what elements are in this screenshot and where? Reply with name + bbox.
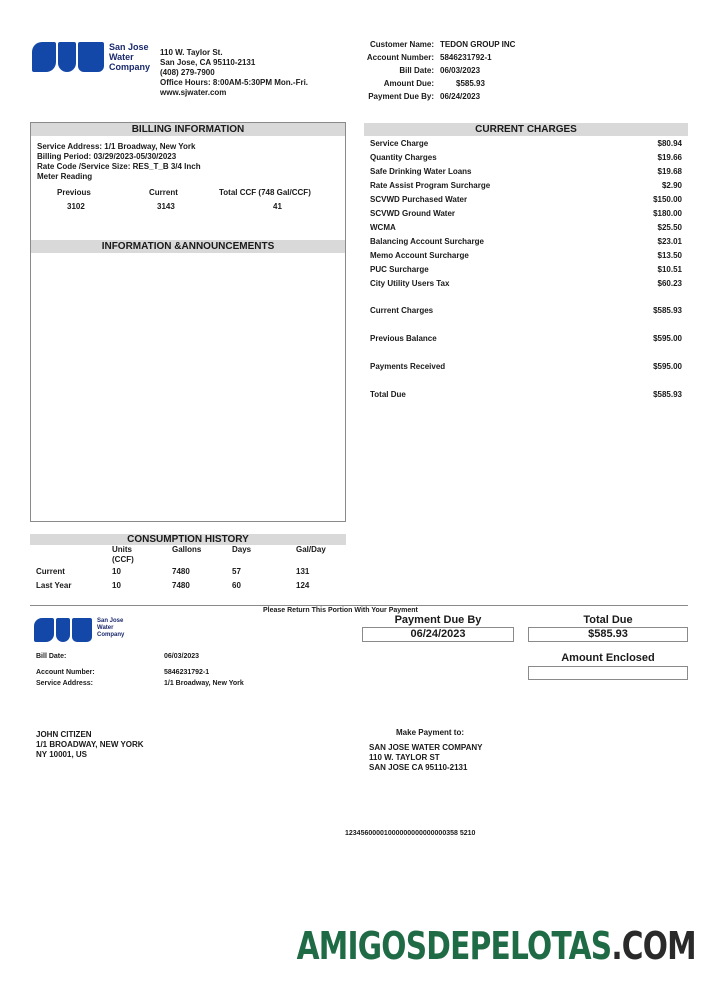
- cons-header-gallons: Gallons: [172, 545, 202, 554]
- meter-header-total: Total CCF (748 Gal/CCF): [219, 188, 311, 197]
- stub-company-name: San Jose Water Company: [97, 618, 125, 638]
- billing-panel: [30, 122, 346, 522]
- cons-cell: 124: [296, 581, 310, 590]
- charge-item: SCVWD Purchased Water $150.00: [370, 195, 682, 204]
- logo-mark-icon: [32, 42, 106, 72]
- return-note: Please Return This Portion With Your Payment: [263, 607, 418, 614]
- charge-item: Safe Drinking Water Loans $19.68: [370, 167, 682, 176]
- charge-item: Memo Account Surcharge $13.50: [370, 251, 682, 260]
- cons-row-label: Last Year: [36, 581, 72, 590]
- cons-cell: 60: [232, 581, 241, 590]
- billing-details: Service Address: 1/1 Broadway, New York Billing Period: 03/29/2023-05/30/2023 Rate Code /Service Size: RES_T_B 3/4 Inch Meter Reading: [37, 142, 201, 181]
- summary-current-charges: Current Charges $585.93: [370, 306, 682, 315]
- meter-reading-table: [31, 188, 345, 218]
- bill-date-row: Bill Date: 06/03/2023: [399, 65, 481, 75]
- account-number-row: Account Number: 5846231792-1: [366, 52, 492, 62]
- summary-payments-received: Payments Received $595.00: [370, 362, 682, 371]
- charge-item: Service Charge $80.94: [370, 139, 682, 148]
- amount-enclosed-label: Amount Enclosed: [561, 652, 655, 664]
- charge-item: City Utility Users Tax $60.23: [370, 279, 682, 288]
- cons-header-days: Days: [232, 545, 252, 554]
- summary-total-due: Total Due $585.93: [370, 390, 682, 399]
- total-due-block: [528, 614, 688, 642]
- cons-cell: 7480: [172, 581, 190, 590]
- charge-item: Rate Assist Program Surcharge $2.90: [370, 181, 682, 190]
- charges-summary: [364, 297, 688, 409]
- amount-enclosed-block: [528, 652, 688, 680]
- company-name: San Jose Water Company: [109, 42, 151, 72]
- watermark-suffix: .COM: [611, 924, 696, 968]
- cons-row-label: Current: [36, 567, 65, 576]
- pay-to-label: Make Payment to:: [396, 728, 465, 737]
- info-title: INFORMATION &ANNOUNCEMENTS: [31, 240, 345, 253]
- company-logo: [32, 42, 150, 72]
- cons-cell: 10: [112, 581, 121, 590]
- charge-item: PUC Surcharge $10.51: [370, 265, 682, 274]
- summary-previous-balance: Previous Balance $595.00: [370, 334, 682, 343]
- stub-service-address-row: Service Address: 1/1 Broadway, New York: [36, 680, 244, 687]
- cons-cell: 131: [296, 567, 310, 576]
- charge-item: WCMA $25.50: [370, 223, 682, 232]
- total-due-label: Total Due: [583, 614, 633, 626]
- customer-mailing-address: JOHN CITIZEN 1/1 BROADWAY, NEW YORK NY 10001, US: [36, 730, 144, 759]
- scanline: 12345600001000000000000000358 5210: [345, 830, 476, 837]
- billing-title: BILLING INFORMATION: [31, 123, 345, 136]
- watermark-main: AMIGOSDEPELOTAS: [296, 924, 612, 968]
- charges-title: CURRENT CHARGES: [364, 123, 688, 136]
- cons-cell: 57: [232, 567, 241, 576]
- cons-header-galday: Gal/Day: [296, 545, 326, 554]
- charges-list: [364, 137, 688, 291]
- consumption-table: [30, 545, 346, 597]
- cons-cell: 10: [112, 567, 121, 576]
- charges-panel: [364, 123, 688, 409]
- charge-item: Quantity Charges $19.66: [370, 153, 682, 162]
- meter-value-current: 3143: [157, 202, 175, 211]
- stub-logo: [34, 618, 124, 642]
- stub-account-number-row: Account Number: 5846231792-1: [36, 669, 210, 676]
- company-address: 110 W. Taylor St. San Jose, CA 95110-2131 (408) 279-7900 Office Hours: 8:00AM-5:30PM Mon.-Fri. www.sjwater.com: [160, 48, 309, 97]
- due-by-label: Payment Due By: [394, 614, 482, 626]
- charge-item: Balancing Account Surcharge $23.01: [370, 237, 682, 246]
- account-summary: [360, 38, 515, 103]
- stub-bill-date-row: Bill Date: 06/03/2023: [36, 653, 200, 660]
- total-due-value-box: $585.93: [528, 627, 688, 642]
- amount-enclosed-input[interactable]: [528, 666, 688, 680]
- due-by-value-box: 06/24/2023: [362, 627, 514, 642]
- amount-due-row: Amount Due: $585.93: [383, 78, 485, 88]
- cons-cell: 7480: [172, 567, 190, 576]
- charge-item: SCVWD Ground Water $180.00: [370, 209, 682, 218]
- meter-value-previous: 3102: [67, 202, 85, 211]
- logo-mark-icon: [34, 618, 94, 642]
- meter-value-total: 41: [273, 202, 282, 211]
- stub-account-fields: [36, 652, 244, 690]
- consumption-title: CONSUMPTION HISTORY: [30, 534, 346, 545]
- meter-header-current: Current: [149, 188, 178, 197]
- meter-header-previous: Previous: [57, 188, 91, 197]
- cons-header-units: Units (CCF): [112, 545, 134, 564]
- watermark: [297, 924, 696, 968]
- consumption-history: [30, 534, 346, 597]
- due-by-block: [362, 614, 514, 642]
- pay-to-address: SAN JOSE WATER COMPANY 110 W. TAYLOR ST SAN JOSE CA 95110-2131: [369, 743, 483, 772]
- payment-due-by-row: Payment Due By: 06/24/2023: [368, 91, 481, 101]
- customer-name-row: Customer Name: TEDON GROUP INC: [369, 39, 516, 49]
